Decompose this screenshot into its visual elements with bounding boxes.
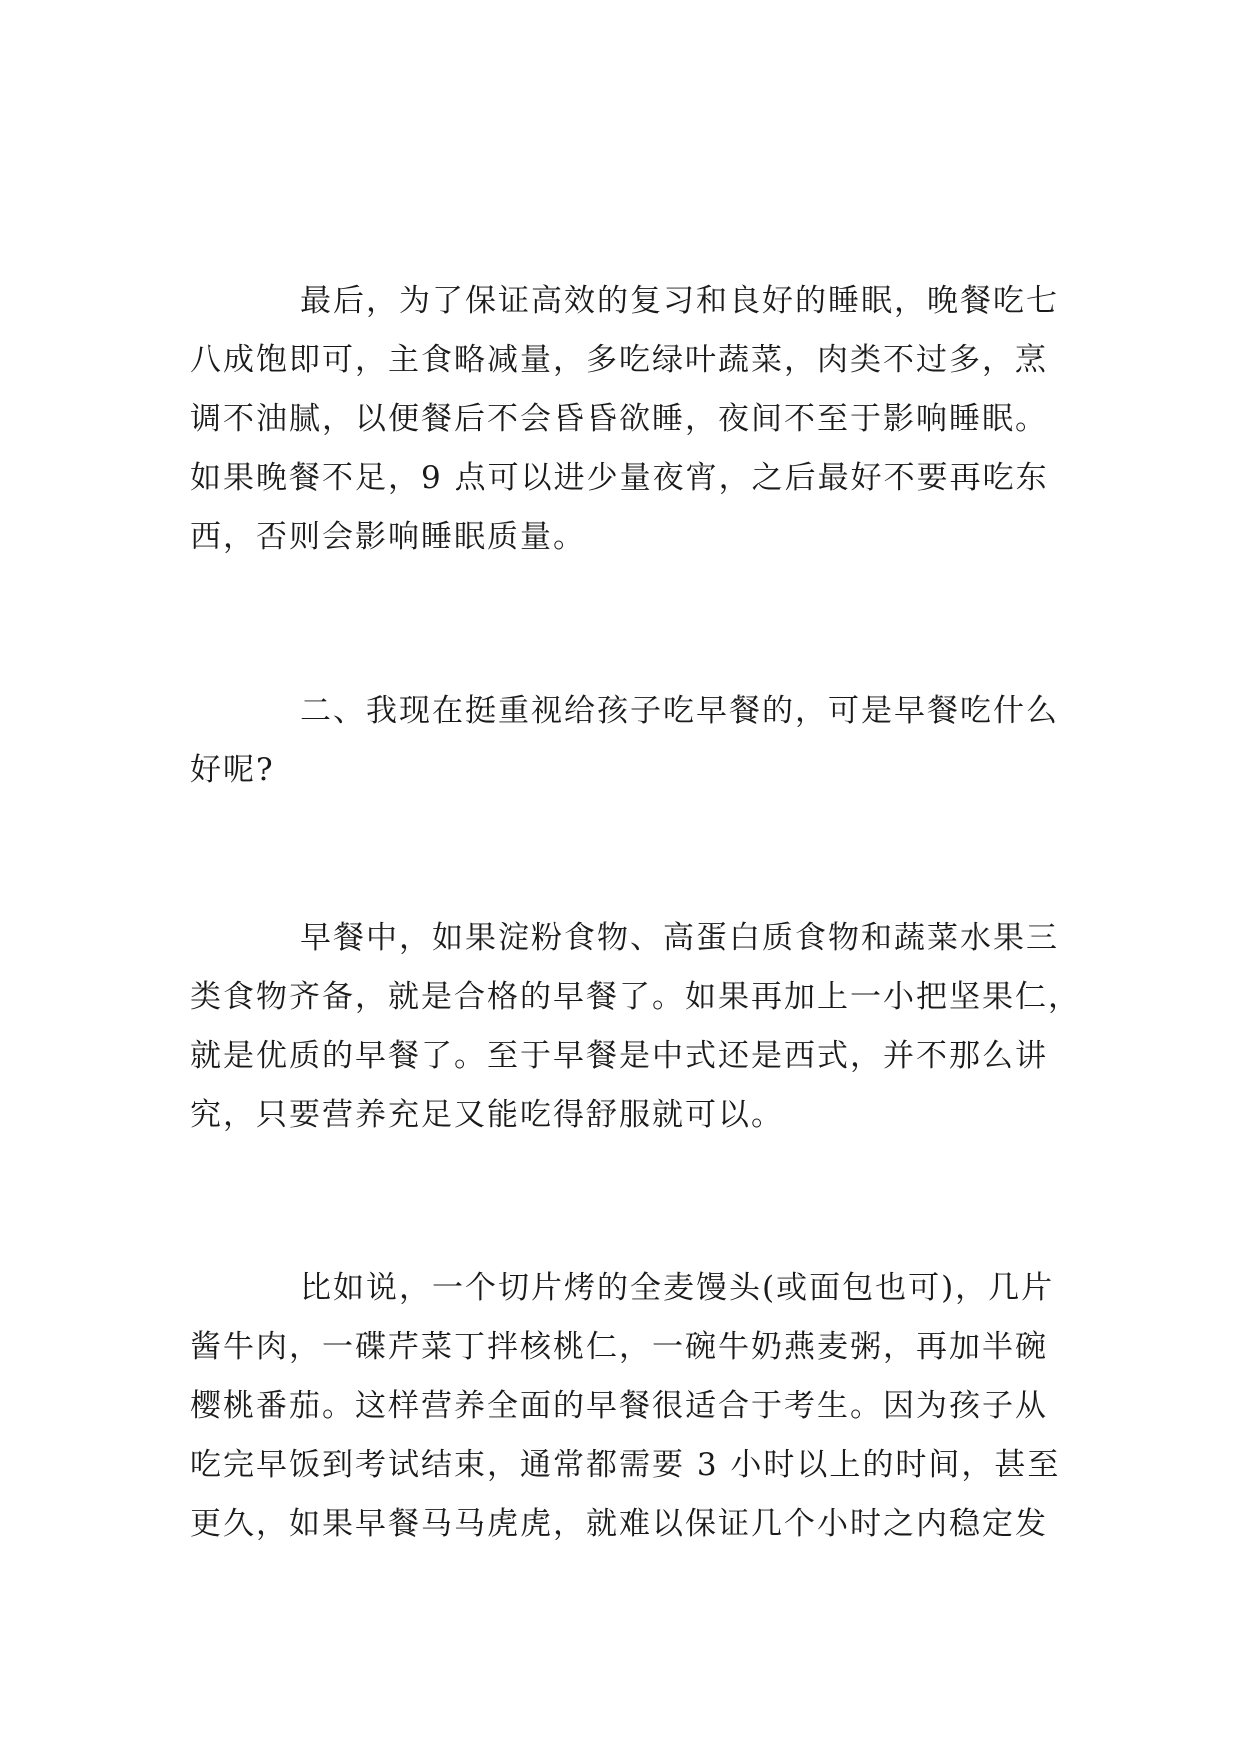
text-line: 好呢?: [190, 752, 275, 788]
text-line: 调不油腻，以便餐后不会昏昏欲睡，夜间不至于影响睡眠。: [190, 401, 1048, 437]
paragraph-question-heading: [190, 682, 1060, 800]
text-line: 更久，如果早餐马马虎虎，就难以保证几个小时之内稳定发: [190, 1506, 1048, 1542]
paragraph-dinner-advice: [190, 272, 1060, 567]
paragraph-breakfast-example: [190, 1259, 1060, 1554]
text-line: 究，只要营养充足又能吃得舒服就可以。: [190, 1097, 784, 1133]
text-line: 樱桃番茄。这样营养全面的早餐很适合于考生。因为孩子从: [190, 1388, 1048, 1424]
paragraph-breakfast-criteria: [190, 909, 1081, 1145]
text-line: 八成饱即可，主食略减量，多吃绿叶蔬菜，肉类不过多，烹: [190, 342, 1048, 378]
text-line: 就是优质的早餐了。至于早餐是中式还是西式，并不那么讲: [190, 1038, 1048, 1074]
text-line: 如果晚餐不足，9 点可以进少量夜宵，之后最好不要再吃东: [190, 460, 1049, 496]
text-line: 比如说，一个切片烤的全麦馒头(或面包也可)，几片: [300, 1270, 1055, 1306]
text-line: 西，否则会影响睡眠质量。: [190, 519, 586, 555]
text-line: 吃完早饭到考试结束，通常都需要 3 小时以上的时间，甚至: [190, 1447, 1061, 1483]
text-line: 早餐中，如果淀粉食物、高蛋白质食物和蔬菜水果三: [300, 920, 1059, 956]
text-line: 最后，为了保证高效的复习和良好的睡眠，晚餐吃七: [300, 283, 1059, 319]
text-line: 二、我现在挺重视给孩子吃早餐的，可是早餐吃什么: [300, 693, 1059, 729]
text-line: 类食物齐备，就是合格的早餐了。如果再加上一小把坚果仁，: [190, 979, 1081, 1015]
text-line: 酱牛肉，一碟芹菜丁拌核桃仁，一碗牛奶燕麦粥，再加半碗: [190, 1329, 1048, 1365]
